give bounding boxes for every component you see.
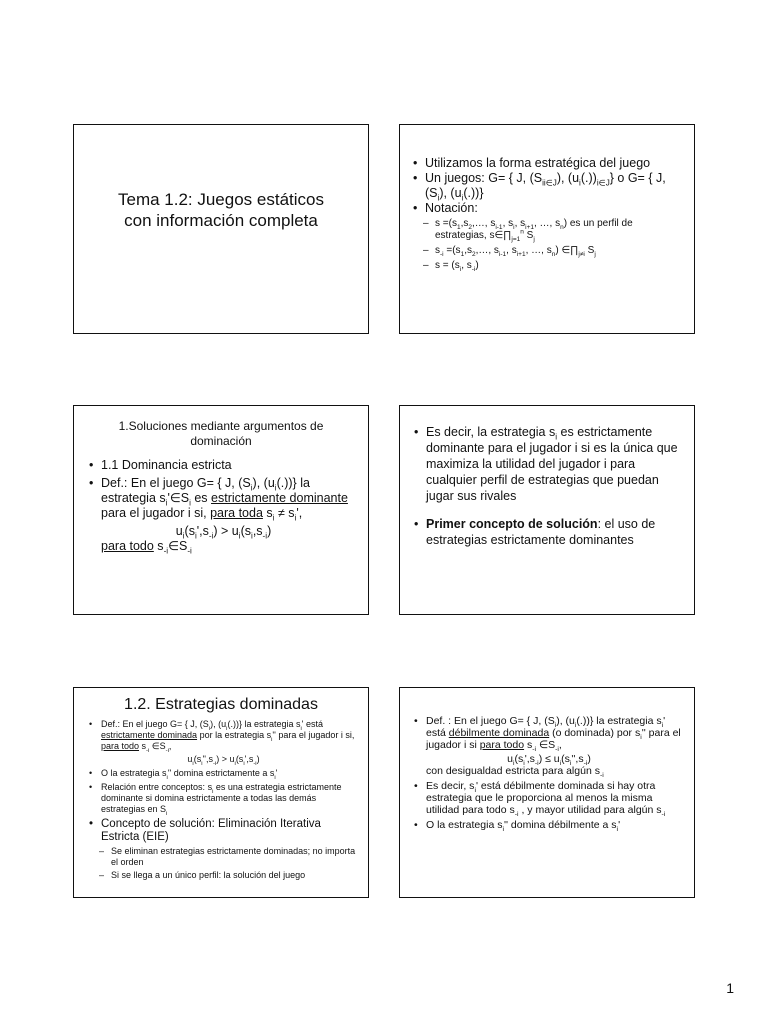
bullet-def-dominante: • Def.: En el juego G= { J, $(S_i)$, $(u_i(.))$} la estrategia $s_i'\in S_i$ es estrictamente dominante para el jugador i si, para toda $s_i \ne s_i'$, <box>89 476 358 521</box>
inequality: $u_i(s_i',s_{-i}) \le u_i(s_i'',s_{-i})$ <box>507 753 591 768</box>
para-todo-line: para todo $s_{-i}\in S_{-i}$ <box>101 539 192 556</box>
slide-body <box>89 719 358 881</box>
inequality: $u_i(s_i',s_{-i}) > u_i(s_i,s_{-i})$ <box>175 524 272 541</box>
slide-5 <box>73 687 369 898</box>
bullet-def-debil: • Def. : En el juego G= { J, $(S_i)$, $(u_i(.))$} la estrategia $s_i'$ está débilmente dominada (o dominada) por $s_i''$ para el jugador i si para todo $s_{-i}$ $\in S_{-i}$, <box>414 715 684 751</box>
slide-4 <box>399 405 695 615</box>
bullet-es-decir: • Es decir, la estrategia $s_i$ es estrictamente dominante para el jugador i si es la única que maximiza la utilidad del jugador i para cualquier perfil de estrategias que puedan jugar sus rivales <box>414 424 684 504</box>
slide-body <box>89 458 358 554</box>
slide-3 <box>73 405 369 615</box>
bullet-domina-estrictamente: • O la estrategia $s_i''$ domina estrictamente a $s_i'$ <box>89 768 358 779</box>
desigualdad-estricta: con desigualdad estricta para algún $s_{-i}$ <box>426 765 604 780</box>
dash-unico-perfil: – Si se llega a un único perfil: la solución del juego <box>89 870 358 881</box>
slide-title: 1.Soluciones mediante argumentos de dominación <box>118 419 324 448</box>
slide-6 <box>399 687 695 898</box>
bullet-un-juego: • Un juegos: G= { J, $(S_{ii\in J})$, $(u_i(.))_{i\in J}$} o G= { J, $(S_i)$, $(u_i(.))$} <box>413 171 684 201</box>
title-line-2: con información completa <box>124 211 318 230</box>
slide-2 <box>399 124 695 334</box>
bullet-primer-concepto: • Primer concepto de solución: el uso de estrategias estrictamente dominantes <box>414 516 684 548</box>
dash-s-equals: – $s = (s_i$, $s_{-i}$) <box>413 260 684 272</box>
inequality: $u_i(s_i'',s_{-i}) > u_i(s_i',s_{-i})$ <box>187 754 260 767</box>
bullet-notacion: • Notación: <box>413 201 684 216</box>
bullet-relacion-conceptos: • Relación entre conceptos: $s_i$ es una estrategia estrictamente dominante si domina estrictamente a todas las demás estrategias en $S_i$ <box>89 782 358 815</box>
slide-body <box>414 424 684 548</box>
bullet-forma-estrategica: • Utilizamos la forma estratégica del juego <box>413 156 684 171</box>
dash-perfil: – $s =(s_1,s_2,\dots$, $s_{i-1}$, $s_i$, $s_{i+1}$, …, $s_n$) es un perfil de estrategias, $s\in\prod_{j=1}^n$ $S_j$ <box>413 218 684 242</box>
page-number: 1 <box>726 980 734 996</box>
bullet-domina-debilmente: • O la estrategia $s_i''$ domina débilmente a $s_i'$ <box>414 819 684 831</box>
bullet-concepto-solucion: • Concepto de solución: Eliminación Iterativa Estricta (EIE) <box>89 818 358 844</box>
bullet-dominancia-estricta: • 1.1 Dominancia estricta <box>89 458 358 473</box>
slide-body <box>414 715 684 834</box>
slide-title <box>74 189 368 231</box>
slide-title: 1.2. Estrategias dominadas <box>124 696 318 713</box>
slide-1 <box>73 124 369 334</box>
bullet-def-dominada: • Def.: En el juego G= { J, $(S_i)$, $(u_i(.))$} la estrategia $s_i'$ está estrictamente dominada por la estrategia $s_i''$ para el jugador i si, para todo $s_{-i}$ $\in S_{-i}$, <box>89 719 358 752</box>
dash-eliminan: – Se eliminan estrategias estrictamente dominadas; no importa el orden <box>89 846 358 868</box>
dash-s-minus-i: – $s_{-i}$ $=(s_1,s_2,\dots$, $s_{i-1}$, $s_{i+1}$, …, $s_n$) $\in\prod_{j\ne i}$ $S_j$ <box>413 245 684 257</box>
bullet-es-decir-debil: • Es decir, $s_i'$ está débilmente dominada si hay otra estrategia que le proporciona al menos la misma utilidad para todo $s_{-i}$ , y mayor utilidad para algún $s_{-i}$ <box>414 780 684 816</box>
title-line-1: Tema 1.2: Juegos estáticos <box>117 190 324 209</box>
slide-body <box>413 156 684 272</box>
